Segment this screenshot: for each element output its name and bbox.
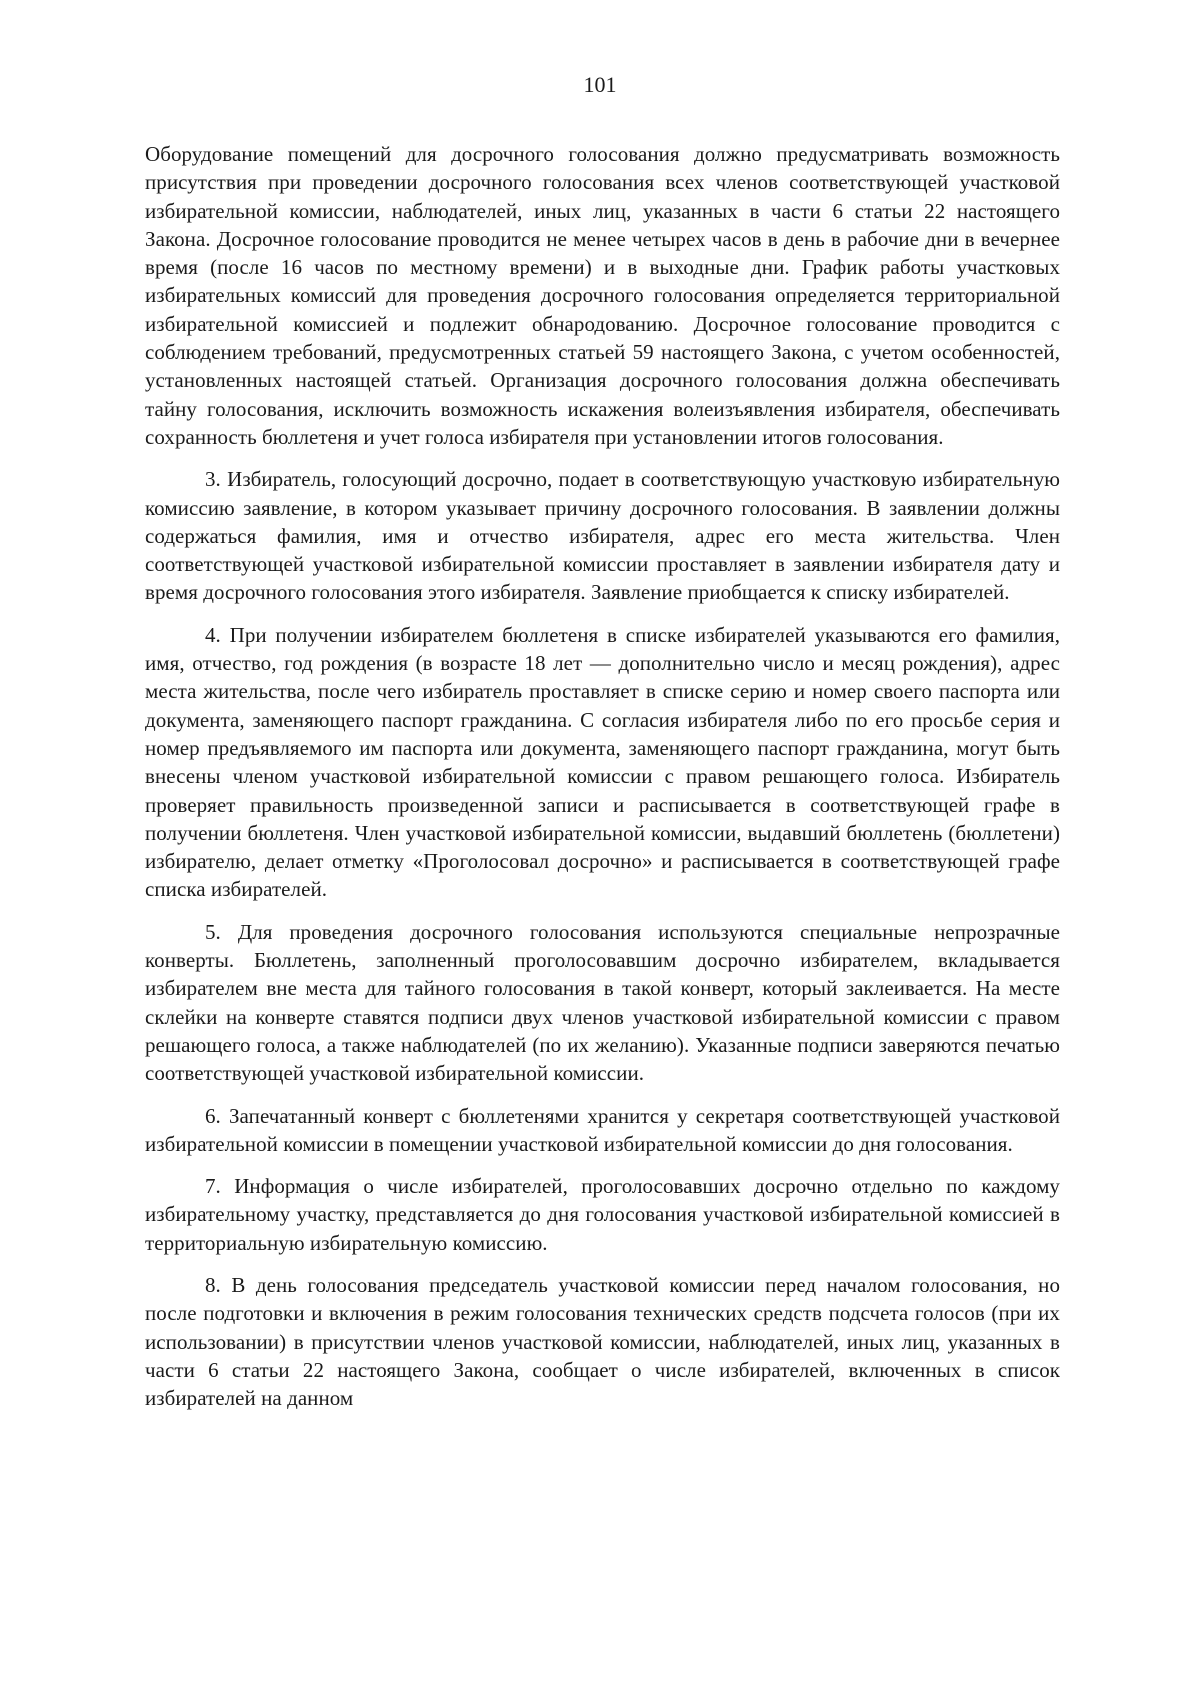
paragraph-6: 6. Запечатанный конверт с бюллетенями хранится у секретаря соответствующей участковой избирательной комиссии в помещении участковой избирательной комиссии до дня голосования.: [145, 1103, 1060, 1156]
paragraph-8: 8. В день голосования председатель участковой комиссии перед началом голосования, но после подготовки и включения в режим голосования технических средств подсчета голосов (при их использовании) в присутствии членов участковой комиссии, наблюдателей, иных лиц, указанных в части 6 статьи 22 настоящего Закона, сообщает о числе избирателей, включенных в список избирателей на данном: [145, 1272, 1060, 1411]
paragraph-3: 3. Избиратель, голосующий досрочно, подает в соответствующую участковую избирательную комиссию заявление, в котором указывает причину досрочного голосования. В заявлении должны содержаться фамилия, имя и отчество избирателя, адрес его места жительства. Член соответствующей участковой избирательной комиссии проставляет в заявлении избирателя дату и время досрочного голосования этого избирателя. Заявление приобщается к списку избирателей.: [145, 467, 1060, 605]
paragraph-4: 4. При получении избирателем бюллетеня в списке избирателей указываются его фамилия, имя, отчество, год рождения (в возрасте 18 лет — дополнительно число и месяц рождения), адрес места жительства, после чего избиратель проставляет в списке серию и номер своего паспорта или документа, заменяющего паспорт гражданина. С согласия избирателя либо по его просьбе серия и номер предъявляемого им паспорта или документа, заменяющего паспорт гражданина, могут быть внесены членом участковой избирательной комиссии с правом решающего голоса. Избиратель проверяет правильность произведенной записи и расписывается в соответствующей графе в получении бюллетеня. Член участковой избирательной комиссии, выдавший бюллетень (бюллетени) избирателю, делает отметку «Проголосовал досрочно» и расписывается в соответствующей графе списка избирателей.: [145, 622, 1060, 902]
page-number: 101: [583, 72, 617, 97]
paragraph-7: 7. Информация о числе избирателей, проголосовавших досрочно отдельно по каждому избирательному участку, представляется до дня голосования участковой избирательной комиссией в территориальную избирательную комиссию.: [145, 1174, 1060, 1255]
paragraph-continuation: Оборудование помещений для досрочного голосования должно предусматривать возможность присутствия при проведении досрочного голосования всех членов соответствующей участковой избирательной комиссии, наблюдателей, иных лиц, указанных в части 6 статьи 22 настоящего Закона. Досрочное голосование проводится не менее четырех часов в день в рабочие дни в вечернее время (после 16 часов по местному времени) и в выходные дни. График работы участковых избирательных комиссий для проведения досрочного голосования определяется территориальной избирательной комиссией и подлежит обнародованию. Досрочное голосование проводится с соблюдением требований, предусмотренных статьей 59 настоящего Закона, с учетом особенностей, установленных настоящей статьей. Организация досрочного голосования должна обеспечивать тайну голосования, исключить возможность искажения волеизъявления избирателя, обеспечивать сохранность бюллетеня и учет голоса избирателя при установлении итогов голосования.: [145, 142, 1060, 449]
paragraph-5: 5. Для проведения досрочного голосования используются специальные непрозрачные конверты. Бюллетень, заполненный проголосовавшим досрочно избирателем, вкладывается избирателем вне места для тайного голосования в такой конверт, который заклеивается. На месте склейки на конверте ставятся подписи двух членов участковой избирательной комиссии с правом решающего голоса, а также наблюдателей (по их желанию). Указанные подписи заверяются печатью соответствующей участковой избирательной комиссии.: [145, 919, 1060, 1086]
document-body: [145, 140, 1060, 1412]
